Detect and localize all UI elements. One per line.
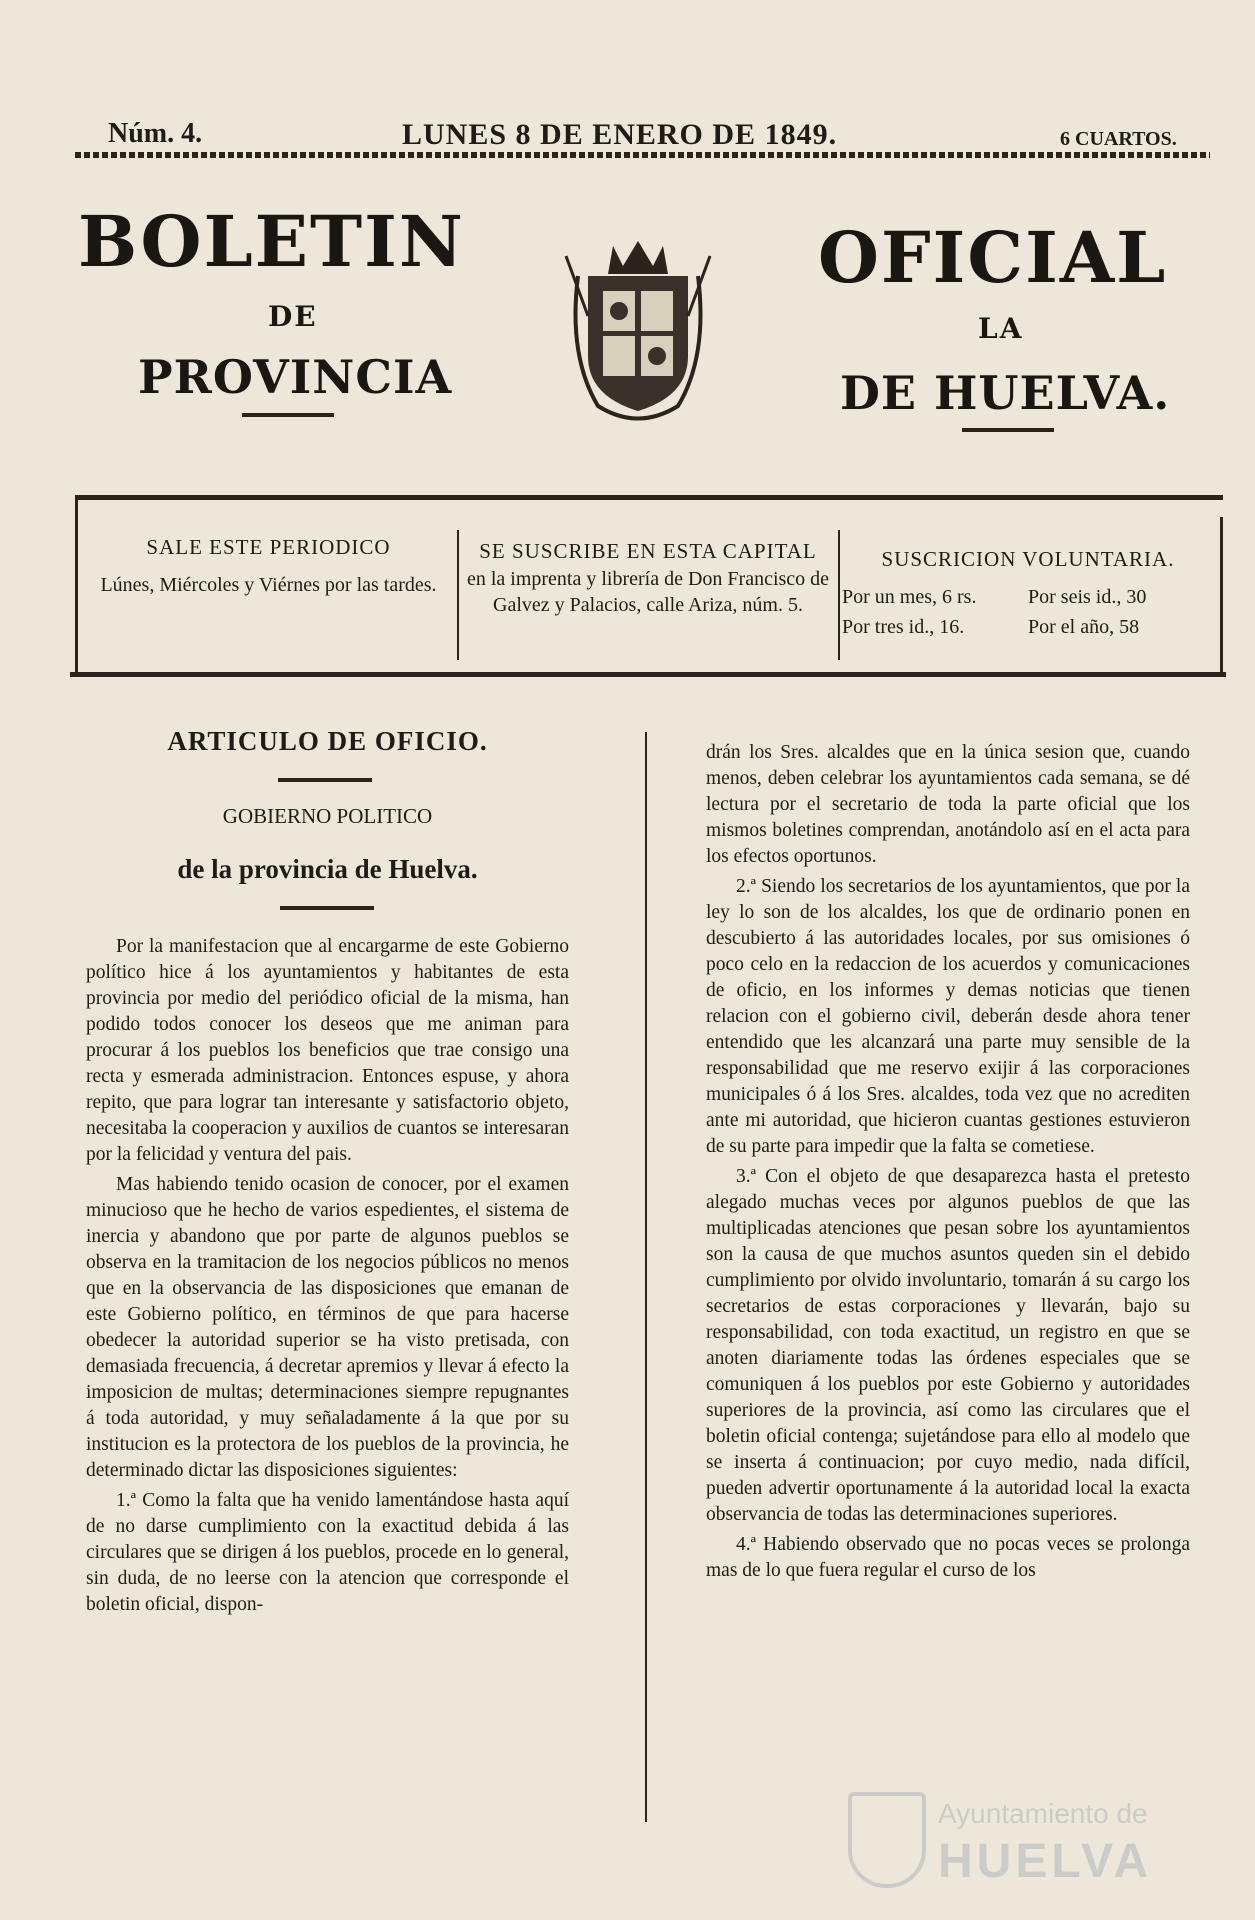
article-title: ARTICULO DE OFICIO. <box>167 726 488 756</box>
article-subtitle-1: GOBIERNO POLITICO <box>222 804 433 828</box>
box-divider-2 <box>838 530 840 660</box>
right-column <box>706 740 1190 1588</box>
price-one-month: Por un mes, 6 rs. <box>842 586 977 608</box>
paragraph: drán los Sres. alcaldes que en la única sesion que, cuando menos, deben celebrar los ayuntamientos cada semana, se dé lectura por el secretario de toda la parte oficial que los mismos boletines comprendan, anotándolo así en el acta para los efectos oportunos. <box>706 742 1190 867</box>
masthead-de-huelva: DE HUELVA. <box>840 366 1171 420</box>
paragraph: 1.ª Como la falta que ha venido lamentándose hasta aquí de no darse cumplimiento con la exactitud debida á las circulares que se dirigen á los pueblos, procede en lo general, sin duda, de no leerse con la atencion que corresponde el boletin oficial, dispon- <box>86 1490 569 1615</box>
box-bottom-rule <box>70 672 1226 677</box>
box-col-schedule <box>90 534 447 598</box>
watermark-line2: HUELVA <box>938 1835 1153 1888</box>
prices-title: SUSCRICION VOLUNTARIA. <box>881 547 1175 571</box>
paragraph: 4.ª Habiendo observado que no pocas veces se prolonga mas de lo que fuera regular el curso de los <box>706 1534 1190 1581</box>
masthead-underline-right <box>962 428 1054 432</box>
subscribe-text: en la imprenta y librería de Don Francisco de Galvez y Palacios, calle Ariza, núm. 5. <box>466 568 830 616</box>
paragraph: Por la manifestacion que al encargarme de este Gobierno político hice á los ayuntamientos y habitantes de esta provincia por medio del periódico oficial de la misma, han podido todos conocer los deseos que me animan para procurar á los pueblos los beneficios que trae consigo una recta y esmerada administracion. Entonces espuse, y ahora repito, que para lograr tan interesante y satisfactorio objeto, necesitaba la cooperacion y auxilios de cuantos se interesaran por la felicidad y ventura del pais. <box>86 936 569 1165</box>
issue-date: LUNES 8 DE ENERO DE 1849. <box>402 118 838 151</box>
watermark-shield-icon <box>848 1792 926 1888</box>
box-divider-1 <box>457 530 459 660</box>
box-right-border <box>1220 517 1223 675</box>
paragraph: 3.ª Con el objeto de que desaparezca hasta el pretesto alegado muchas veces por algunos pueblos de que las multiplicadas atenciones que pesan sobre los ayuntamientos son la causa de que muchos asuntos queden sin el debido cumplimiento por olvido involuntario, tomarán á su cargo los secretarios de estas corporaciones y llevarán, bajo su responsabilidad, con toda exactitud, un registro en que se anoten diariamente todas las órdenes especiales que se comuniquen á los pueblos por este Gobierno y autoridades superiores de la provincia, así como las circulares que el boletin oficial contenga; sujetándose para ello al modelo que se inserta á continuacion; por cuyo medio, nada difícil, pueden advertir oportunamente á la autoridad local la exacta observancia de todas las determinaciones superiores. <box>706 1166 1190 1525</box>
price-six-months: Por seis id., 30 <box>1028 586 1147 608</box>
column-separator <box>645 732 647 1822</box>
masthead-underline-left <box>242 413 334 417</box>
box-col-prices <box>842 546 1214 640</box>
watermark-line1: Ayuntamiento de <box>938 1798 1148 1829</box>
paragraph: 2.ª Siendo los secretarios de los ayuntamientos, que por la ley lo son de los alcaldes, los que de ordinario ponen en descubierto á las autoridades locales, por sus omisiones ó poco celo en la redaccion de los acuerdos y comunicaciones de oficio, en los informes y demas noticias que tienen relacion con el gobierno civil, deberán desde ahora tener entendido que les alcanzará una parte muy sensible de la responsabilidad que me reservo exijir á las corporaciones municipales ó á los Sres. alcaldes, toda vez que no acrediten ante mi autoridad, que hicieron cuantas gestiones estuvieron de su parte para impedir que la falta se cometiese. <box>706 876 1190 1157</box>
price-one-year: Por el año, 58 <box>1028 616 1140 638</box>
schedule-text: Lúnes, Miércoles y Viérnes por las tardes. <box>100 574 437 596</box>
masthead-la: LA <box>978 312 1024 345</box>
article-subtitle-2: de la provincia de Huelva. <box>177 854 478 884</box>
header-dashed-rule <box>75 152 1210 158</box>
watermark <box>848 1792 1208 1892</box>
subscribe-title: SE SUSCRIBE EN ESTA CAPITAL <box>479 539 817 563</box>
title-rule-2 <box>280 906 374 910</box>
box-col-subscribe <box>462 538 834 618</box>
left-column <box>86 934 569 1622</box>
price-three-months: Por tres id., 16. <box>842 616 965 638</box>
masthead-de: DE <box>268 300 318 333</box>
masthead-boletin: BOLETIN <box>78 200 465 283</box>
issue-number: Núm. 4. <box>108 118 203 149</box>
box-top-rule <box>75 495 1223 500</box>
title-rule-1 <box>278 778 372 782</box>
masthead-oficial: OFICIAL <box>818 216 1168 299</box>
issue-price: 6 CUARTOS. <box>1060 128 1177 150</box>
box-left-border <box>75 497 78 675</box>
coat-of-arms-icon <box>558 236 718 436</box>
paragraph: Mas habiendo tenido ocasion de conocer, por el examen minucioso que he hecho de varios espedientes, el sistema de inercia y abandono que por parte de algunos pueblos se observa en la tramitacion de los negocios públicos no menos que en la observancia de las disposiciones que emanan de este Gobierno político, en términos de que para hacerse obedecer la autoridad superior se ha visto pretisada, con demasiada frecuencia, á decretar apremios y llevar á efecto la imposicion de multas; determinaciones siempre repugnantes á toda autoridad, y muy señaladamente á la que por su institucion es la protectora de los pueblos de la provincia, he determinado dictar las disposiciones siguientes: <box>86 1174 569 1481</box>
schedule-title: SALE ESTE PERIODICO <box>146 535 391 559</box>
masthead-provincia: PROVINCIA <box>138 350 453 404</box>
